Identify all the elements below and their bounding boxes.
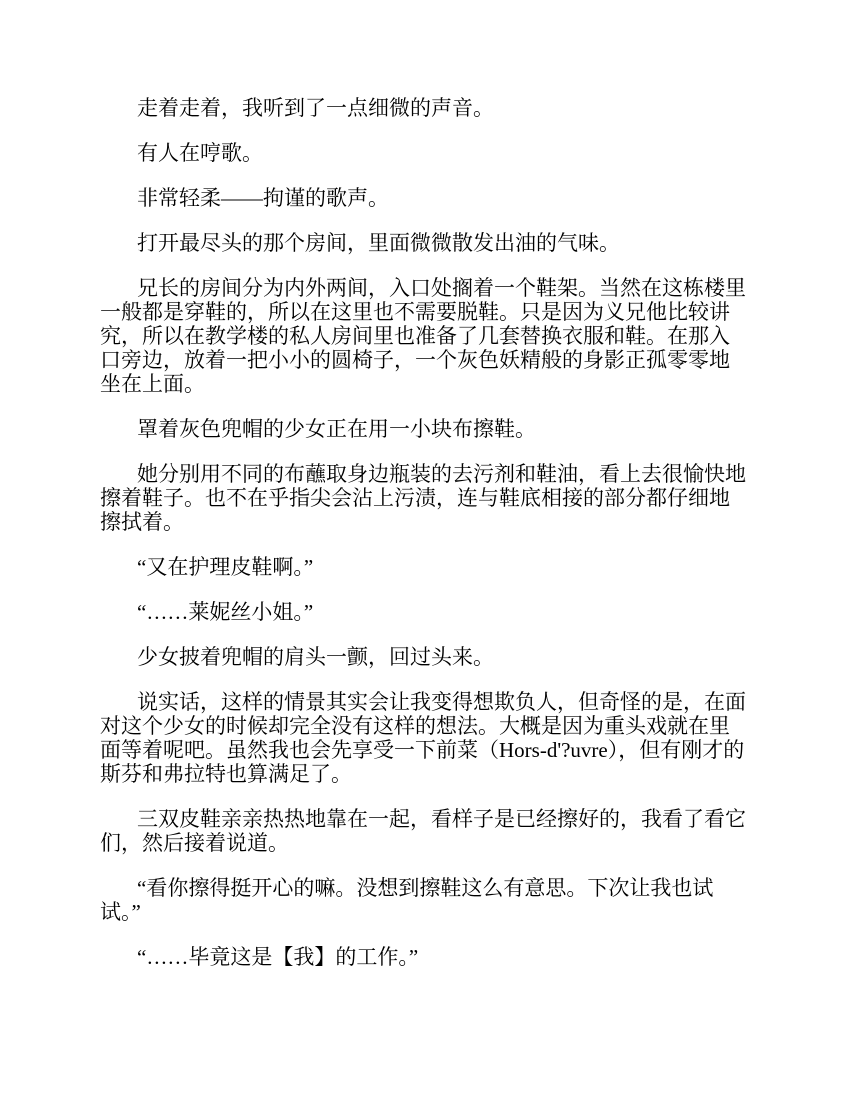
paragraph: 她分别用不同的布蘸取身边瓶装的去污剂和鞋油，看上去很愉快地擦着鞋子。也不在乎指尖会沾上污渍，连与鞋底相接的部分都仔细地擦拭着。 bbox=[100, 462, 746, 534]
paragraph: 打开最尽头的那个房间，里面微微散发出油的气味。 bbox=[137, 231, 620, 255]
paragraph: “又在护理皮鞋啊。” bbox=[137, 555, 314, 579]
paragraph: 走着走着，我听到了一点细微的声音。 bbox=[137, 96, 494, 120]
paragraph: “……毕竟这是【我】的工作。” bbox=[137, 945, 419, 969]
paragraph: “……莱妮丝小姐。” bbox=[137, 600, 314, 624]
paragraph: “看你擦得挺开心的嘛。没想到擦鞋这么有意思。下次让我也试试。” bbox=[100, 876, 714, 924]
paragraph: 三双皮鞋亲亲热热地靠在一起，看样子是已经擦好的，我看了看它们，然后接着说道。 bbox=[100, 807, 746, 855]
paragraph: 说实话，这样的情景其实会让我变得想欺负人，但奇怪的是，在面对这个少女的时候却完全没有这样的想法。大概是因为重头戏就在里面等着呢吧。虽然我也会先享受一下前菜（Hors-d'?uvre），但有刚才的斯芬和弗拉特也算满足了。 bbox=[100, 690, 746, 786]
paragraph: 有人在哼歌。 bbox=[137, 141, 263, 165]
text-content bbox=[100, 96, 750, 990]
paragraph: 非常轻柔——拘谨的歌声。 bbox=[137, 186, 389, 210]
paragraph: 罩着灰色兜帽的少女正在用一小块布擦鞋。 bbox=[137, 417, 536, 441]
paragraph: 兄长的房间分为内外两间，入口处搁着一个鞋架。当然在这栋楼里一般都是穿鞋的，所以在这里也不需要脱鞋。只是因为义兄他比较讲究，所以在教学楼的私人房间里也准备了几套替换衣服和鞋。在那入口旁边，放着一把小小的圆椅子，一个灰色妖精般的身影正孤零零地坐在上面。 bbox=[100, 276, 746, 396]
paragraph: 少女披着兜帽的肩头一颤，回过头来。 bbox=[137, 645, 494, 669]
